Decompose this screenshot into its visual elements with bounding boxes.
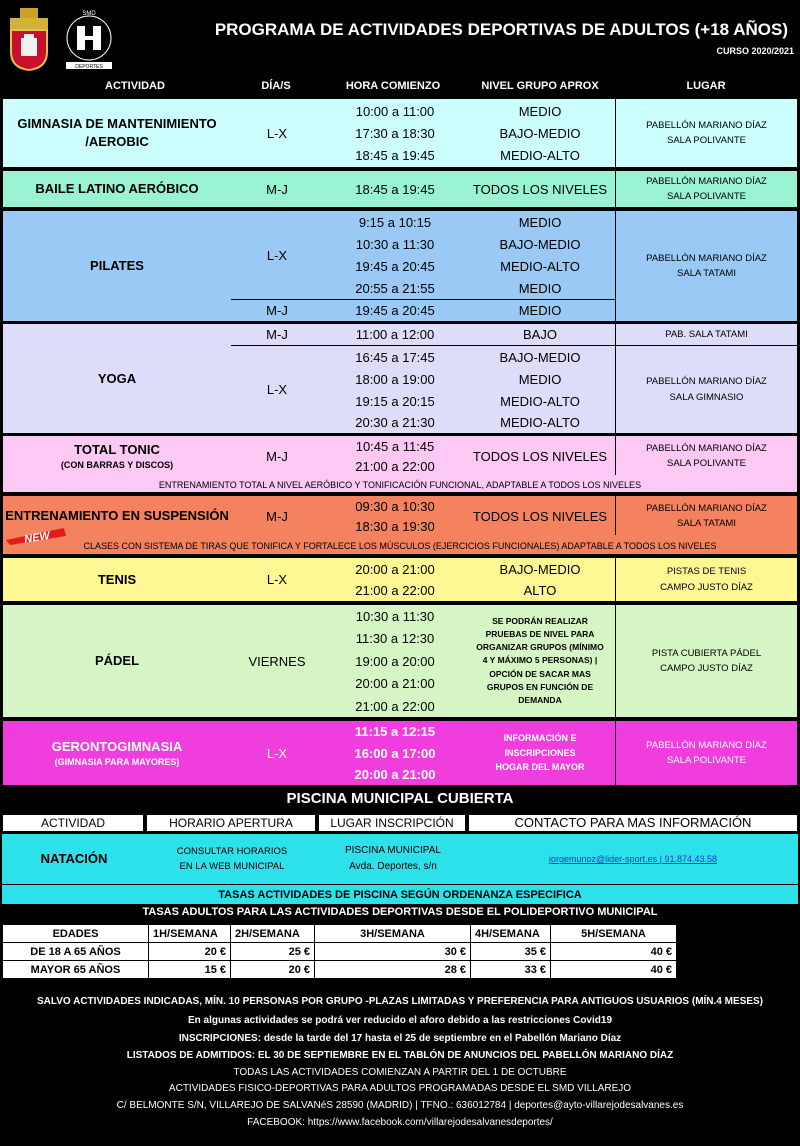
activity-days: M-J <box>266 508 288 524</box>
time-slot: 21:00 a 22:00 <box>355 698 435 714</box>
activity-name: PILATES <box>90 258 144 274</box>
level: BAJO-MEDIO <box>499 349 581 365</box>
table-row <box>3 943 677 961</box>
fees-cell: 30 € <box>315 943 471 961</box>
footer-line: En algunas actividades se podrá ver reducido el aforo debido a las restricciones Covid19 <box>187 1015 613 1026</box>
time-slot: 21:00 a 22:00 <box>355 583 435 598</box>
activity-pilates <box>2 210 798 322</box>
level: BAJO-MEDIO <box>499 236 581 252</box>
footer-facebook-link[interactable]: FACEBOOK: https://www.facebook.com/villarejodesalvanesdeportes/ <box>247 1117 553 1128</box>
activity-baile <box>2 170 798 208</box>
time-slot: 9:15 a 10:15 <box>358 214 432 230</box>
level: ALTO <box>523 583 557 598</box>
fees-header: EDADES <box>3 925 149 943</box>
time-slot: 21:00 a 22:00 <box>355 458 435 474</box>
fees-cell: 28 € <box>315 961 471 979</box>
level: BAJO <box>523 327 557 342</box>
svg-text:DEPORTES: DEPORTES <box>75 64 103 70</box>
time-slot: 18:30 a 19:30 <box>355 518 435 534</box>
level: BAJO-MEDIO <box>499 561 581 577</box>
level-note: SE PODRÁN REALIZAR PRUEBAS DE NIVEL PARA ORGANIZAR GRUPOS (MÍNIMO 4 Y MÁXIMO 5 PERSONAS) | OPCIÓN DE SACAR MAS GRUPOS EN FUNCIÓN DE DEMANDA <box>476 615 604 705</box>
time-slot: 20:00 a 21:00 <box>355 676 435 691</box>
place: PAB. SALA TATAMI <box>665 328 748 340</box>
municipal-shield-icon <box>6 6 52 72</box>
time-slot: 10:30 a 11:30 <box>355 608 435 624</box>
time-slot: 09:30 a 10:30 <box>355 498 435 514</box>
smd-sports-logo <box>58 6 120 72</box>
level: MEDIO-ALTO <box>500 147 580 163</box>
activity-name: YOGA <box>97 370 137 386</box>
time-slot: 20:55 a 21:55 <box>355 280 435 296</box>
footer-line: INSCRIPCIONES: desde la tarde del 17 hasta el 25 de septiembre en el Pabellón Mariano Díaz <box>178 1033 622 1044</box>
fees-age: DE 18 A 65 AÑOS <box>3 943 149 961</box>
fees-cell: 15 € <box>149 961 231 979</box>
fees-header: 4H/SEMANA <box>471 925 551 943</box>
footer-line: ACTIVIDADES FISICO-DEPORTIVAS PARA ADULTOS PROGRAMADAS DESDE EL SMD VILLAREJO <box>168 1083 632 1094</box>
footer-line: TODAS LAS ACTIVIDADES COMIENZAN A PARTIR DEL 1 DE OCTUBRE <box>233 1067 567 1078</box>
activity-name: TOTAL TONIC (CON BARRAS Y DISCOS) <box>60 442 174 470</box>
pool-contact-link[interactable]: jorgemunoz@lider-sport.es | 91.874.43.58 <box>548 854 718 864</box>
footer-line: SALVO ACTIVIDADES INDICADAS, MÍN. 10 PERSONAS POR GRUPO -PLAZAS LIMITADAS Y PREFERENCIA PARA ANTIGUOS USUARIOS (MÍN.4 MESES) <box>37 996 763 1007</box>
col-activity: ACTIVIDAD <box>105 80 165 92</box>
pool-header-hours: HORARIO APERTURA <box>146 814 316 832</box>
fees-header: 5H/SEMANA <box>551 925 677 943</box>
time-slot: 20:00 a 21:00 <box>354 767 436 782</box>
fees-cell: 40 € <box>551 943 677 961</box>
fees-header: 1H/SEMANA <box>149 925 231 943</box>
pool-header-place: LUGAR INSCRIPCIÓN <box>318 814 466 832</box>
fees-cell: 20 € <box>149 943 231 961</box>
fees-cell: 40 € <box>551 961 677 979</box>
activity-name: PÁDEL <box>94 653 140 669</box>
new-badge-icon <box>4 526 68 546</box>
activity-gimnasia <box>2 98 798 168</box>
activity-name: ENTRENAMIENTO EN SUSPENSIÓN <box>5 508 229 524</box>
footer-line: LISTADOS DE ADMITIDOS: EL 30 DE SEPTIEMBRE EN EL TABLÓN DE ANUNCIOS DEL PABELLÓN MARIANO DÍAZ <box>126 1050 674 1061</box>
col-place: LUGAR <box>686 80 726 92</box>
level: MEDIO <box>518 103 562 119</box>
activity-days: L-X <box>266 247 288 263</box>
pool-hours: CONSULTAR HORARIOS EN LA WEB MUNICIPAL <box>176 845 288 872</box>
fees-title: TASAS ADULTOS PARA LAS ACTIVIDADES DEPORTIVAS DESDE EL POLIDEPORTIVO MUNICIPAL <box>142 906 658 918</box>
time-slot: 19:45 a 20:45 <box>355 258 435 274</box>
svg-text:SMD: SMD <box>82 11 96 17</box>
activity-days: L-X <box>266 572 288 587</box>
place: PABELLÓN MARIANO DÍAZ SALA TATAMI <box>646 252 767 279</box>
activity-suspension <box>2 495 798 555</box>
fees-header: 3H/SEMANA <box>315 925 471 943</box>
time-slot: 11:15 a 12:15 <box>354 724 436 739</box>
activity-padel <box>2 604 798 718</box>
activity-name: GERONTOGIMNASIA (GIMNASIA PARA MAYORES) <box>51 739 183 767</box>
time-slot: 20:30 a 21:30 <box>355 415 435 430</box>
place: PABELLÓN MARIANO DÍAZ SALA GIMNASIO <box>646 376 767 403</box>
activity-name: BAILE LATINO AERÓBICO <box>35 181 199 197</box>
time-slot: 18:00 a 19:00 <box>355 371 435 387</box>
time-slot: 10:00 a 11:00 <box>355 103 435 119</box>
pool-fee-note: TASAS ACTIVIDADES DE PISCINA SEGÚN ORDENANZA ESPECIFICA <box>2 884 798 904</box>
pool-activity: NATACIÓN <box>40 851 108 866</box>
activity-days: M-J <box>266 448 288 464</box>
place: PABELLÓN MARIANO DÍAZ SALA POLIVANTE <box>646 442 767 469</box>
time-slot: 11:00 a 12:00 <box>355 327 435 342</box>
time-slot: 10:30 a 11:30 <box>355 236 435 252</box>
time-slot: 19:45 a 20:45 <box>355 303 435 318</box>
activity-note: CLASES CON SISTEMA DE TIRAS QUE TONIFICA Y FORTALECE LOS MÚSCULOS (EJERCICIOS FUNCIONALES) ADAPTABLE A TODOS LOS NIVELES <box>83 541 717 551</box>
table-row <box>3 961 677 979</box>
activity-tenis <box>2 557 798 602</box>
header <box>0 0 800 78</box>
place: PISTA CUBIERTA PÁDEL CAMPO JUSTO DÍAZ <box>651 647 762 674</box>
place: PABELLÓN MARIANO DÍAZ SALA POLIVANTE <box>646 175 767 202</box>
place: PABELLÓN MARIANO DÍAZ SALA TATAMI <box>646 502 767 529</box>
level: MEDIO-ALTO <box>500 393 580 409</box>
level: MEDIO-ALTO <box>500 258 580 274</box>
pool-header-contact: CONTACTO PARA MAS INFORMACIÓN <box>468 814 798 832</box>
time-slot: 18:45 a 19:45 <box>355 147 435 163</box>
fees-cell: 35 € <box>471 943 551 961</box>
fees-cell: 33 € <box>471 961 551 979</box>
level: MEDIO <box>518 280 562 296</box>
activity-days: VIERNES <box>248 653 306 669</box>
level: MEDIO <box>518 371 562 387</box>
fees-age: MAYOR 65 AÑOS <box>3 961 149 979</box>
course-label: CURSO 2020/2021 <box>716 46 794 56</box>
time-slot: 10:45 a 11:45 <box>355 438 435 454</box>
activity-days: L-X <box>266 382 288 397</box>
activity-days: L-X <box>266 125 288 141</box>
activity-days: M-J <box>266 303 288 318</box>
activity-note: ENTRENAMIENTO TOTAL A NIVEL AERÓBICO Y TONIFICACIÓN FUNCIONAL, ADAPTABLE A TODOS LOS NIVELES <box>158 479 642 490</box>
pool-header-activity: ACTIVIDAD <box>2 814 144 832</box>
level-note: INFORMACIÓN E INSCRIPCIONES HOGAR DEL MAYOR <box>495 732 585 773</box>
fees-cell: 20 € <box>231 961 315 979</box>
activity-days: M-J <box>266 327 288 342</box>
pool-title: PISCINA MUNICIPAL CUBIERTA <box>286 790 514 807</box>
activity-days: M-J <box>266 181 288 197</box>
place: PABELLÓN MARIANO DÍAZ SALA POLIVANTE <box>646 119 767 146</box>
fees-header-row <box>3 925 677 943</box>
time-slot: 19:00 a 20:00 <box>355 653 435 669</box>
activity-name: TENIS <box>97 571 137 587</box>
activity-total-tonic <box>2 435 798 493</box>
activity-yoga <box>2 323 798 434</box>
pool-row-natacion <box>2 834 798 884</box>
level: MEDIO-ALTO <box>500 415 580 430</box>
time-slot: 16:00 a 17:00 <box>354 745 436 761</box>
fees-table <box>2 924 677 979</box>
page-title: PROGRAMA DE ACTIVIDADES DEPORTIVAS DE ADULTOS (+18 AÑOS) <box>214 20 788 39</box>
level: TODOS LOS NIVELES <box>472 508 608 524</box>
activity-geronto <box>2 720 798 786</box>
place: PISTAS DE TENIS CAMPO JUSTO DÍAZ <box>660 566 753 593</box>
fees-cell: 25 € <box>231 943 315 961</box>
time-slot: 19:15 a 20:15 <box>355 393 435 409</box>
fees-header: 2H/SEMANA <box>231 925 315 943</box>
col-days: DÍA/S <box>261 80 291 92</box>
time-slot: 11:30 a 12:30 <box>355 631 435 646</box>
level: TODOS LOS NIVELES <box>472 181 608 197</box>
activity-days: L-X <box>266 745 288 761</box>
pool-place: PISCINA MUNICIPAL Avda. Deportes, s/n <box>345 845 441 872</box>
time-slot: 17:30 a 18:30 <box>355 125 435 141</box>
col-level: NIVEL GRUPO APROX <box>481 80 599 92</box>
activity-name: GIMNASIA DE MANTENIMIENTO /AEROBIC <box>17 116 217 149</box>
svg-text:NEW: NEW <box>23 529 51 546</box>
time-slot: 16:45 a 17:45 <box>355 349 435 365</box>
col-start: HORA COMIENZO <box>345 80 441 92</box>
place: PABELLÓN MARIANO DÍAZ SALA POLIVANTE <box>646 739 767 766</box>
time-slot: 20:00 a 21:00 <box>355 561 435 577</box>
level: MEDIO <box>518 214 562 230</box>
level: TODOS LOS NIVELES <box>472 448 608 464</box>
footer-contact[interactable]: C/ BELMONTE S/N, VILLAREJO DE SALVANéS 28590 (MADRID) | TFNO.: 636012784 | deportes@ayto-villarejodesalvanes.es <box>116 1100 684 1111</box>
level: MEDIO <box>518 303 562 318</box>
level: BAJO-MEDIO <box>499 125 581 141</box>
time-slot: 18:45 a 19:45 <box>355 181 435 197</box>
